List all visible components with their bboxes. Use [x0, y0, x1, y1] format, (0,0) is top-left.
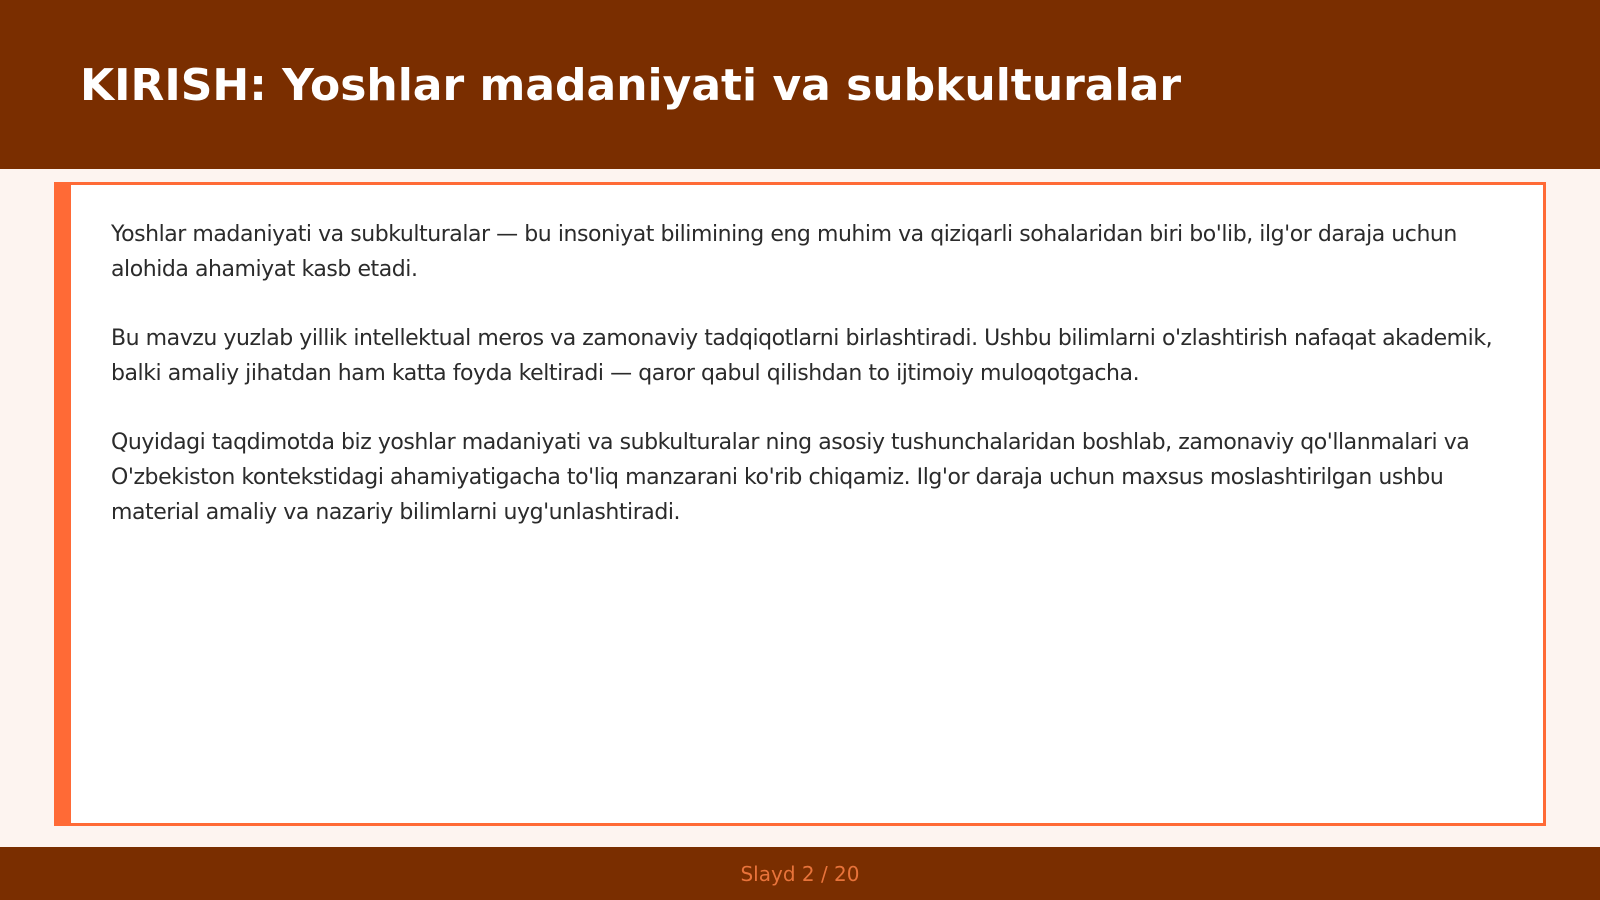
intro-paragraph: Yoshlar madaniyati va subkulturalar — bu insoniyat bilimining eng muhim va qiziqarli sohalaridan biri bo'lib, ilg'or daraja uchun alohida ahamiyat kasb etadi.: [111, 222, 1457, 282]
slide-page-indicator: Slayd 2 / 20: [740, 862, 860, 886]
slide-footer: [0, 847, 1600, 900]
content-body: [111, 217, 1496, 564]
slide-title: KIRISH: Yoshlar madaniyati va subkulturalar: [80, 60, 1182, 111]
content-panel: [54, 182, 1546, 826]
slide-header: [0, 0, 1600, 169]
overview-paragraph: Quyidagi taqdimotda biz yoshlar madaniyati va subkulturalar ning asosiy tushunchalaridan boshlab, zamonaviy qo'llanmalari va O'zbekiston kontekstidagi ahamiyatigacha to'liq manzarani ko'rib chiqamiz. Ilg'or daraja uchun maxsus moslashtirilgan ushbu material amaliy va nazariy bilimlarni uyg'unlashtiradi.: [111, 430, 1470, 525]
heritage-paragraph: Bu mavzu yuzlab yillik intellektual meros va zamonaviy tadqiqotlarni birlashtiradi. Ushbu bilimlarni o'zlashtirish nafaqat akademik, balki amaliy jihatdan ham katta foyda keltiradi — qaror qabul qilishdan to ijtimoiy muloqotgacha.: [111, 326, 1493, 386]
